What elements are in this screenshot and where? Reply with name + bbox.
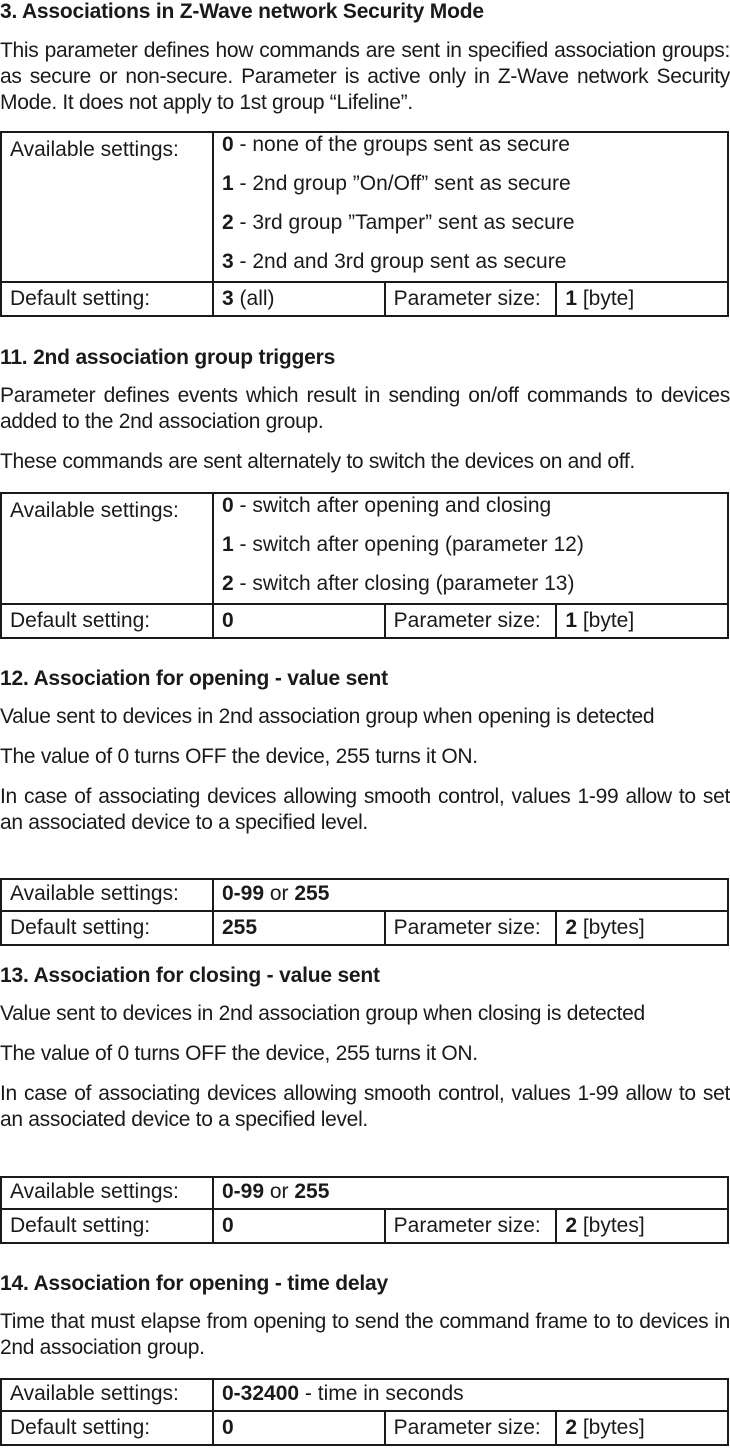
- option-item: 0 - none of the groups sent as secure: [222, 133, 570, 156]
- section-title: 12. Association for opening - value sent: [0, 667, 388, 690]
- parameter-size-label: Parameter size:: [385, 282, 557, 316]
- default-setting-value: 255: [213, 911, 385, 945]
- settings-table: [0, 1378, 729, 1446]
- available-settings-options: [213, 493, 728, 604]
- section-description: Parameter defines events which result in sending on/off commands to devices added to the 2nd association group.: [0, 384, 730, 433]
- section-12: [0, 667, 730, 836]
- parameter-size-label: Parameter size:: [385, 911, 557, 945]
- section-title: 3. Associations in Z-Wave network Security Mode: [0, 0, 484, 23]
- parameter-size-value: 2 [bytes]: [556, 1209, 728, 1243]
- option-item: 3 - 2nd and 3rd group sent as secure: [222, 250, 567, 273]
- section-3: [0, 0, 730, 116]
- section-description: This parameter defines how commands are sent in specified association groups: as secure or non-secure. Parameter is active only in Z-Wave network Security Mode. It does not apply to 1st group “Lifeline”.: [0, 39, 730, 114]
- available-settings-label: Available settings:: [1, 132, 213, 282]
- option-item: 1 - switch after opening (parameter 12): [222, 533, 584, 556]
- section-note: In case of associating devices allowing smooth control, values 1-99 allow to set an associated device to a specified level.: [0, 1082, 730, 1131]
- parameter-size-value: 2 [bytes]: [556, 1411, 728, 1445]
- available-settings-label: Available settings:: [1, 1379, 213, 1411]
- settings-table: [0, 131, 729, 317]
- default-setting-value: 3 (all): [213, 282, 385, 316]
- available-settings-label: Available settings:: [1, 879, 213, 911]
- parameter-size-value: 2 [bytes]: [556, 911, 728, 945]
- section-title: 11. 2nd association group triggers: [0, 346, 336, 369]
- section-note: These commands are sent alternately to switch the devices on and off.: [0, 450, 635, 473]
- default-setting-value: 0: [213, 1209, 385, 1243]
- available-settings-label: Available settings:: [1, 1177, 213, 1209]
- available-settings-label: Available settings:: [1, 493, 213, 604]
- section-13: [0, 964, 730, 1133]
- section-description: Value sent to devices in 2nd association group when opening is detected: [0, 705, 655, 728]
- section-description: Time that must elapse from opening to send the command frame to to devices in 2nd association group.: [0, 1310, 730, 1359]
- settings-table: [0, 1176, 729, 1244]
- option-item: 2 - 3rd group ”Tamper” sent as secure: [222, 211, 575, 234]
- default-setting-label: Default setting:: [1, 604, 213, 638]
- section-title: 13. Association for closing - value sent: [0, 964, 380, 987]
- section-note: The value of 0 turns OFF the device, 255 turns it ON.: [0, 1042, 478, 1065]
- parameter-size-label: Parameter size:: [385, 1209, 557, 1243]
- default-setting-value: 0: [213, 1411, 385, 1445]
- option-item: 0 - switch after opening and closing: [222, 494, 552, 517]
- available-settings-options: 0-99 or 255: [213, 1177, 728, 1209]
- section-description: Value sent to devices in 2nd association group when closing is detected: [0, 1002, 645, 1025]
- available-settings-options: [213, 132, 728, 282]
- default-setting-value: 0: [213, 604, 385, 638]
- default-setting-label: Default setting:: [1, 1209, 213, 1243]
- parameter-size-label: Parameter size:: [385, 604, 557, 638]
- default-setting-label: Default setting:: [1, 911, 213, 945]
- settings-table: [0, 492, 729, 639]
- section-note: In case of associating devices allowing smooth control, values 1-99 allow to set an associated device to a specified level.: [0, 785, 730, 834]
- section-title: 14. Association for opening - time delay: [0, 1272, 388, 1295]
- parameter-size-value: 1 [byte]: [556, 282, 728, 316]
- available-settings-options: 0-32400 - time in seconds: [213, 1379, 728, 1411]
- parameter-size-label: Parameter size:: [385, 1411, 557, 1445]
- settings-table: [0, 878, 729, 946]
- parameter-size-value: 1 [byte]: [556, 604, 728, 638]
- section-11: [0, 346, 730, 475]
- section-14: [0, 1272, 730, 1361]
- default-setting-label: Default setting:: [1, 282, 213, 316]
- option-item: 2 - switch after closing (parameter 13): [222, 572, 575, 595]
- section-note: The value of 0 turns OFF the device, 255 turns it ON.: [0, 745, 478, 768]
- option-item: 1 - 2nd group ”On/Off” sent as secure: [222, 172, 571, 195]
- available-settings-options: 0-99 or 255: [213, 879, 728, 911]
- default-setting-label: Default setting:: [1, 1411, 213, 1445]
